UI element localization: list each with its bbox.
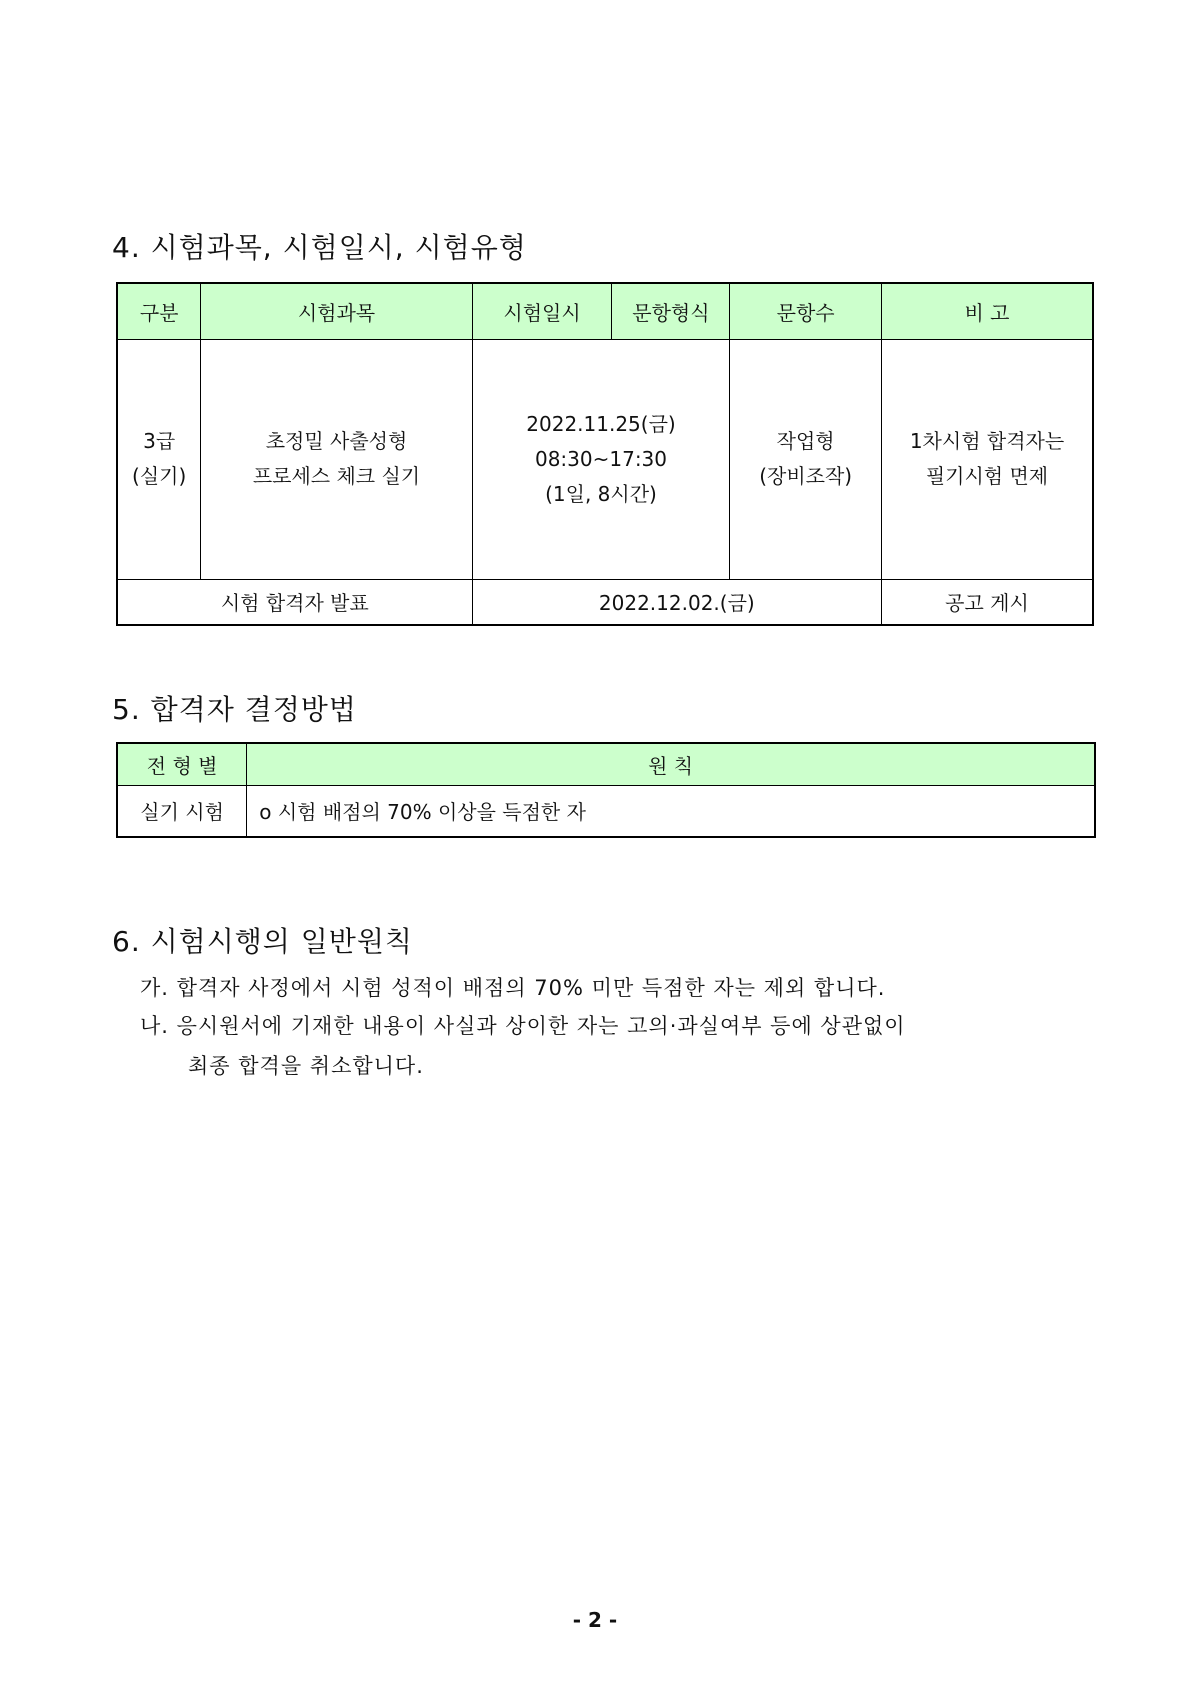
- cell-remark: [881, 339, 1093, 579]
- division-type: (실기): [132, 464, 187, 488]
- subject-line-1: 초정밀 사출성형: [265, 429, 408, 453]
- cell-subject: [201, 339, 472, 579]
- exam-duration: (1일, 8시간): [545, 481, 657, 506]
- header-question-count: 문항수: [730, 283, 882, 339]
- remark-line-1: 1차시험 합격자는: [909, 429, 1065, 453]
- table-row: [117, 339, 1093, 579]
- table-header-row: [117, 743, 1095, 785]
- announcement-note: 공고 게시: [881, 579, 1093, 625]
- header-datetime: 시험일시: [472, 283, 612, 339]
- subject-line-2: 프로세스 체크 실기: [252, 464, 421, 488]
- exam-schedule-table: [116, 282, 1094, 626]
- announcement-date: 2022.12.02.(금): [472, 579, 881, 625]
- division-grade: 3급: [143, 429, 176, 453]
- principle-item-1: 가. 합격자 사정에서 시험 성적이 배점의 70% 미만 득점한 자는 제외 합니다.: [140, 976, 886, 1000]
- header-question-format: 문항형식: [612, 283, 730, 339]
- cell-datetime: [472, 339, 730, 579]
- section-5-heading: 5. 합격자 결정방법: [112, 693, 357, 726]
- cell-division: [117, 339, 201, 579]
- section-6-heading: 6. 시험시행의 일반원칙: [112, 925, 413, 958]
- header-subject: 시험과목: [201, 283, 472, 339]
- header-selection-type: 전 형 별: [117, 743, 247, 785]
- remark-line-2: 필기시험 면제: [925, 464, 1049, 488]
- cell-principle: o 시험 배점의 70% 이상을 득점한 자: [247, 785, 1095, 837]
- type-line-2: (장비조작): [759, 464, 853, 488]
- cell-question-type: [730, 339, 882, 579]
- header-principle: 원 칙: [247, 743, 1095, 785]
- header-division: 구분: [117, 283, 201, 339]
- cell-selection-type: 실기 시험: [117, 785, 247, 837]
- page-number: - 2 -: [572, 1608, 618, 1632]
- announcement-row: [117, 579, 1093, 625]
- type-line-1: 작업형: [776, 429, 835, 453]
- pass-criteria-table: [116, 742, 1096, 838]
- section-4-heading: 4. 시험과목, 시험일시, 시험유형: [112, 231, 527, 264]
- exam-date: 2022.11.25(금): [526, 411, 676, 436]
- header-remark: 비 고: [881, 283, 1093, 339]
- announcement-label: 시험 합격자 발표: [117, 579, 472, 625]
- table-row: [117, 785, 1095, 837]
- table-header-row: [117, 283, 1093, 339]
- exam-time: 08:30~17:30: [534, 446, 667, 471]
- principle-item-2: 나. 응시원서에 기재한 내용이 사실과 상이한 자는 고의·과실여부 등에 상관없이: [140, 1014, 906, 1038]
- principle-item-2-cont: 최종 합격을 취소합니다.: [188, 1054, 424, 1078]
